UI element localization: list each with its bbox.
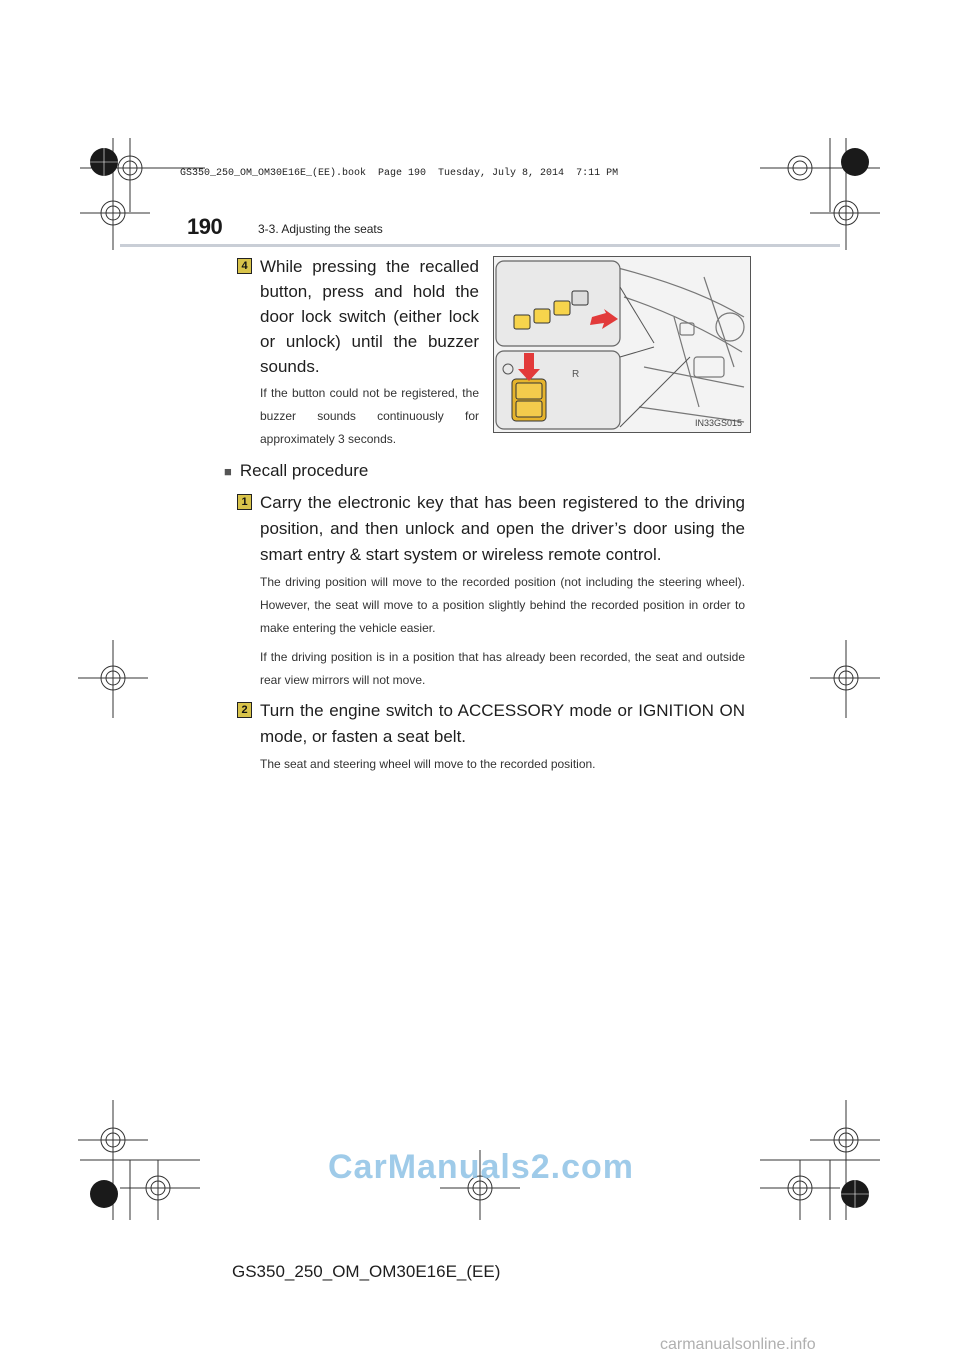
recall-procedure-heading [224, 460, 368, 483]
recall-step-1-note-1: The driving position will move to the recorded position (not including the steering wheel). However, the seat will move to a position slightly behind the recorded position in order to make entering the vehicle easier. [260, 575, 745, 635]
header-rule [120, 244, 840, 247]
page-number: 190 [187, 214, 223, 239]
recall-step-2-text: Turn the engine switch to ACCESSORY mode or IGNITION ON mode, or fasten a seat belt. [260, 701, 745, 746]
step-badge-2: 2 [237, 702, 252, 718]
door-lock-switch-figure [493, 256, 751, 433]
figure-code: IN33GS015 [694, 418, 742, 428]
step-badge-4: 4 [237, 258, 252, 274]
site-watermark: carmanualsonline.info [660, 1336, 816, 1353]
svg-text:R: R [572, 369, 580, 380]
section-title: 3-3. Adjusting the seats [258, 222, 383, 236]
print-info-line: GS350_250_OM_OM30E16E_(EE).book Page 190 Tuesday, July 8, 2014 7:11 PM [180, 168, 619, 179]
recall-step-1-text: Carry the electronic key that has been registered to the driving position, and then unlock and open the driver’s door using the smart entry & start system or wireless remote control. [260, 493, 745, 564]
door-panel-illustration [494, 257, 750, 432]
recall-heading-text: Recall procedure [239, 461, 369, 480]
watermark-link[interactable]: CarManuals2.com [328, 1148, 634, 1186]
recall-step-1-note-2: If the driving position is in a position that has already been recorded, the seat and outside rear view mirrors will not move. [260, 650, 745, 687]
square-bullet-icon: ■ [224, 464, 232, 479]
footer-manual-code: GS350_250_OM_OM30E16E_(EE) [232, 1262, 501, 1281]
step-4-note: If the button could not be registered, the buzzer sounds continuously for approximately 3 seconds. [260, 386, 479, 446]
step-4-text: While pressing the recalled button, press and hold the door lock switch (either lock or unlock) until the buzzer sounds. [260, 257, 479, 376]
step-badge-1: 1 [237, 494, 252, 510]
recall-step-2-note: The seat and steering wheel will move to the recorded position. [260, 757, 596, 771]
